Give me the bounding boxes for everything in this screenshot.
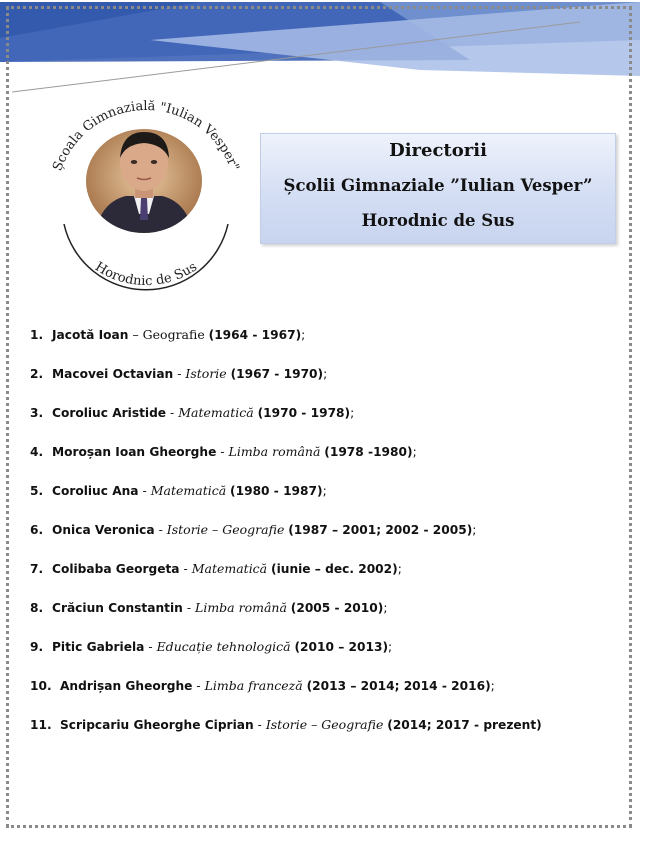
item-number: 2.	[30, 367, 44, 381]
director-item	[30, 717, 630, 756]
director-item	[30, 522, 630, 561]
separator: -	[144, 639, 157, 654]
logo-arc-bottom-text: Horodnic de Sus	[92, 259, 200, 290]
item-number: 7.	[30, 562, 44, 576]
director-name: Macovei Octavian	[52, 367, 174, 381]
logo-arc-top-text: Școala Gimnazială "Iulian Vesper"	[50, 98, 242, 174]
item-number: 3.	[30, 406, 44, 420]
director-period: (iunie – dec. 2002)	[271, 562, 398, 576]
item-end: ;	[350, 406, 355, 420]
item-number: 10.	[30, 679, 52, 693]
separator: -	[138, 483, 151, 498]
director-name: Coroliuc Aristide	[52, 406, 167, 420]
director-period: (2005 - 2010)	[290, 601, 384, 615]
director-period: (2010 – 2013)	[294, 640, 389, 654]
item-end: ;	[383, 601, 388, 615]
item-end: ;	[490, 679, 495, 693]
director-item	[30, 444, 630, 483]
director-period: (1967 - 1970)	[230, 367, 324, 381]
item-number: 11.	[30, 718, 52, 732]
separator: -	[166, 405, 179, 420]
director-subject: Geografie	[142, 327, 205, 342]
item-number: 9.	[30, 640, 44, 654]
director-item	[30, 405, 630, 444]
school-logo	[36, 92, 256, 292]
title-box	[260, 133, 616, 244]
separator: -	[154, 522, 167, 537]
director-subject: Limba franceză	[204, 678, 303, 693]
item-number: 1.	[30, 328, 44, 342]
item-end: ;	[301, 328, 306, 342]
director-period: (1964 - 1967)	[208, 328, 302, 342]
item-end: ;	[323, 367, 328, 381]
director-name: Onica Veronica	[52, 523, 155, 537]
separator: -	[173, 366, 186, 381]
item-number: 6.	[30, 523, 44, 537]
item-end: ;	[472, 523, 477, 537]
director-period: (2014; 2017 - prezent)	[387, 718, 542, 732]
director-period: (1987 – 2001; 2002 - 2005)	[288, 523, 473, 537]
director-name: Andrișan Gheorghe	[60, 679, 193, 693]
director-subject: Limba română	[228, 444, 321, 459]
item-end: ;	[388, 640, 393, 654]
director-subject: Matematică	[178, 405, 254, 420]
director-subject: Matematică	[191, 561, 268, 576]
item-number: 8.	[30, 601, 44, 615]
director-item	[30, 366, 630, 405]
item-number: 5.	[30, 484, 44, 498]
separator: -	[179, 561, 192, 576]
item-end: ;	[322, 484, 327, 498]
director-period: (2013 – 2014; 2014 - 2016)	[306, 679, 491, 693]
separator: -	[192, 678, 205, 693]
director-period: (1978 -1980)	[324, 445, 413, 459]
title-location: Horodnic de Sus	[361, 211, 515, 230]
director-subject: Istorie	[185, 366, 227, 381]
director-period: (1970 - 1978)	[257, 406, 351, 420]
director-item	[30, 561, 630, 600]
separator: –	[128, 327, 143, 342]
director-period: (1980 - 1987)	[230, 484, 323, 498]
director-item	[30, 327, 630, 366]
title-school-name: Școlii Gimnaziale ”Iulian Vesper”	[283, 176, 593, 195]
director-item	[30, 639, 630, 678]
director-name: Scripcariu Gheorghe Ciprian	[60, 718, 254, 732]
separator: -	[216, 444, 229, 459]
director-name: Crăciun Constantin	[52, 601, 183, 615]
director-name: Colibaba Georgeta	[52, 562, 180, 576]
director-item	[30, 678, 630, 717]
director-name: Jacotă Ioan	[52, 328, 129, 342]
director-subject: Istorie – Geografie	[265, 717, 384, 732]
director-name: Pitic Gabriela	[52, 640, 145, 654]
portrait-image	[86, 129, 202, 237]
director-subject: Matematică	[150, 483, 227, 498]
item-end: ;	[397, 562, 402, 576]
director-name: Coroliuc Ana	[52, 484, 139, 498]
director-subject: Istorie – Geografie	[166, 522, 285, 537]
directors-list	[30, 327, 630, 756]
director-name: Moroșan Ioan Gheorghe	[52, 445, 217, 459]
item-number: 4.	[30, 445, 44, 459]
item-end: ;	[412, 445, 417, 459]
director-item	[30, 600, 630, 639]
director-subject: Limba română	[195, 600, 287, 615]
director-subject: Educație tehnologică	[156, 639, 291, 654]
director-item	[30, 483, 630, 522]
title-directors: Directorii	[389, 140, 487, 161]
separator: -	[182, 600, 196, 615]
separator: -	[253, 717, 266, 732]
